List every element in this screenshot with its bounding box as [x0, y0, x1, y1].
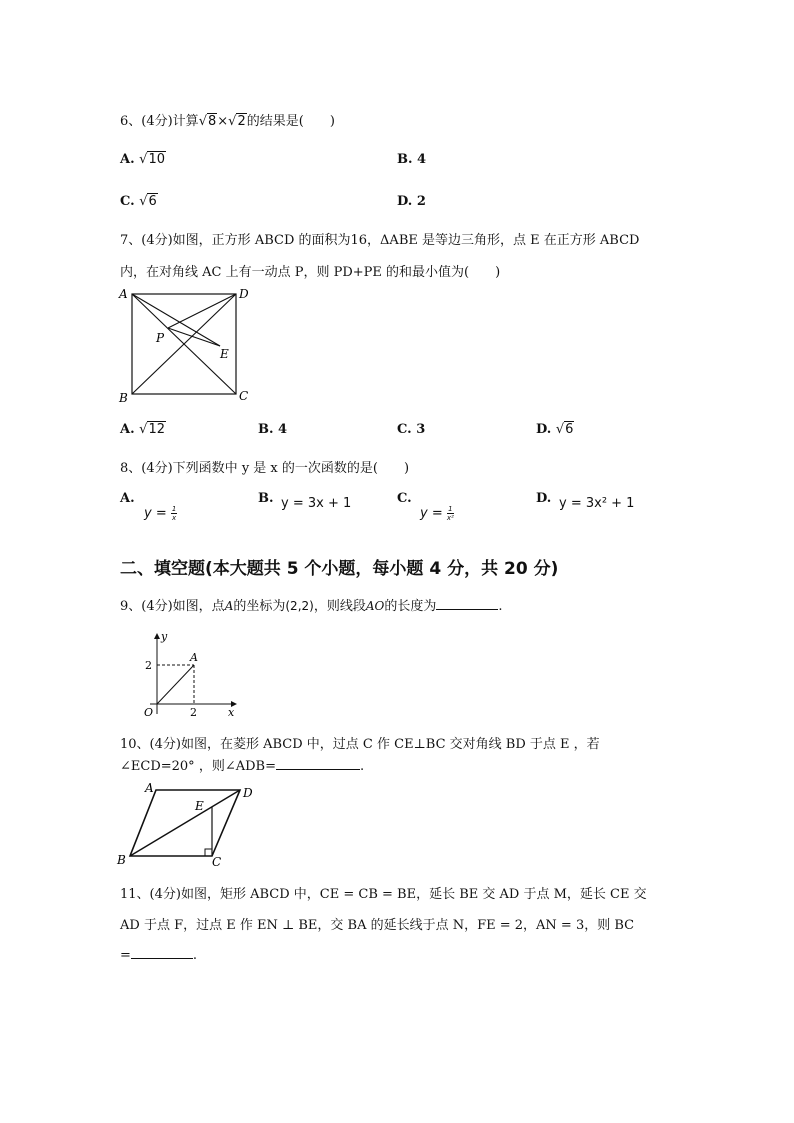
q11-stem-line1: 11、(4分)如图，矩形 ABCD 中，CE = CB = BE，延长 BE 交 AD 于点 M，延长 CE 交: [120, 887, 647, 902]
section-title: 二、填空题(本大题共 5 个小题，每小题 4 分，共 20 分): [120, 559, 559, 579]
q6-option-d[interactable]: D. 2: [397, 194, 426, 209]
q7-stem-line1: 7、(4分)如图，正方形 ABCD 的面积为16，ΔABE 是等边三角形，点 E 在正方形 ABCD: [120, 233, 640, 248]
label-a: A: [190, 651, 198, 664]
label-b: B: [117, 853, 126, 867]
q8-option-c[interactable]: C.: [397, 491, 412, 506]
answer-blank[interactable]: [131, 946, 193, 959]
q10-stem-line2: ∠ECD=20° ，则∠ADB= .: [120, 759, 365, 774]
q7-square-figure: [112, 284, 262, 408]
q10-stem-line1: 10、(4分)如图，在菱形 ABCD 中，过点 C 作 CE⊥BC 交对角线 BD 于点 E ，若: [120, 737, 600, 752]
segment-ao: [157, 665, 194, 704]
label-y: y: [161, 630, 168, 643]
label-a: A: [119, 287, 128, 301]
label-p: P: [156, 331, 165, 345]
segment-pd: [168, 294, 236, 328]
q6-option-c[interactable]: C. √6: [120, 194, 157, 209]
q11-stem-line2: AD 于点 F，过点 E 作 EN ⊥ BE，交 BA 的延长线于点 N，FE = 2，AN = 3，则 BC: [120, 918, 635, 933]
fraction: $\frac{1}{\text{x²}}$: [446, 505, 454, 522]
q7-stem-line2: 内，在对角线 AC 上有一动点 P，则 PD+PE 的和最小值为( ): [120, 265, 501, 280]
sqrt-symbol: √8: [198, 114, 217, 129]
label-e: E: [220, 347, 229, 361]
q11-stem-line3: = .: [120, 948, 198, 963]
q7-option-a[interactable]: A. √12: [120, 422, 165, 437]
q8-option-b[interactable]: B.: [258, 491, 274, 506]
q10-rhombus-figure: [112, 780, 262, 870]
label-d: D: [243, 786, 253, 800]
tick-label-y: 2: [145, 659, 152, 672]
q6-option-b[interactable]: B. 4: [397, 152, 427, 167]
label-a: A: [145, 781, 154, 795]
fraction: $\frac{1}{x}$: [171, 505, 177, 522]
q7-option-d[interactable]: D. √6: [536, 422, 574, 437]
q8-option-c-expr: y = $\frac{1}{\text{x²}}$: [420, 505, 454, 522]
label-e: E: [195, 799, 204, 813]
q8-option-d[interactable]: D.: [536, 491, 552, 506]
answer-blank[interactable]: [276, 757, 360, 770]
q7-option-b[interactable]: B. 4: [258, 422, 288, 437]
q6-option-a[interactable]: A. √10: [120, 152, 165, 167]
label-d: D: [239, 287, 249, 301]
q9-stem: 9、(4分)如图，点A的坐标为(2,2)，则线段AO的长度为 .: [120, 599, 503, 614]
q8-stem: 8、(4分)下列函数中 y 是 x 的一次函数的是( ): [120, 461, 410, 476]
q8-option-a[interactable]: A.: [120, 491, 135, 506]
tick-label-x: 2: [190, 706, 197, 719]
answer-blank[interactable]: [436, 597, 498, 610]
label-c: C: [239, 389, 249, 403]
diagonal-bd: [130, 790, 240, 856]
label-c: C: [212, 855, 222, 869]
q7-option-c[interactable]: C. 3: [397, 422, 426, 437]
q8-option-a-expr: y = $\frac{1}{x}$: [144, 505, 177, 522]
q6-stem: 6、(4分)计算√8×√2的结果是( ): [120, 114, 335, 129]
label-b: B: [119, 391, 128, 405]
label-o: O: [144, 706, 154, 719]
label-x: x: [228, 706, 235, 719]
q8-option-b-expr: y = 3x + 1: [281, 496, 352, 511]
q9-coordinate-figure: [138, 628, 242, 720]
segment-ae: [132, 294, 220, 346]
right-angle-mark: [205, 849, 212, 856]
q8-option-d-expr: y = 3x² + 1: [559, 496, 635, 511]
